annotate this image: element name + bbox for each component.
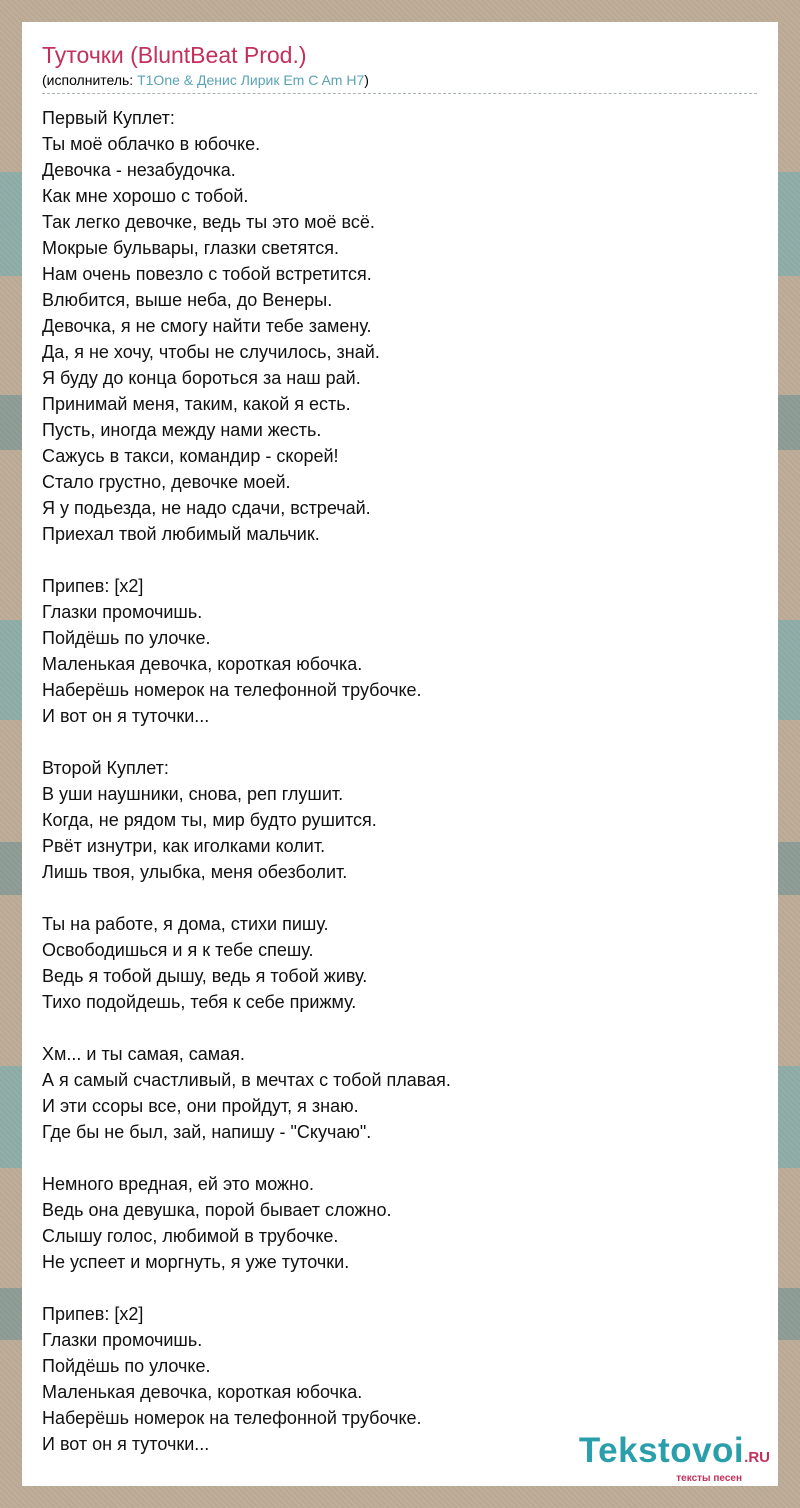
lyric-line: И эти ссоры все, они пройдут, я знаю.: [42, 1096, 359, 1116]
lyric-line: Как мне хорошо с тобой.: [42, 186, 249, 206]
lyric-line: Приехал твой любимый мальчик.: [42, 524, 320, 544]
lyric-line: Пусть, иногда между нами жесть.: [42, 420, 322, 440]
lyric-line: Маленькая девочка, короткая юбочка.: [42, 654, 363, 674]
lyric-line: Я буду до конца бороться за наш рай.: [42, 368, 361, 388]
logo-name: Tekstovoi: [578, 1431, 745, 1470]
lyric-line: Я у подьезда, не надо сдачи, встречай.: [42, 498, 371, 518]
lyric-line: Ведь я тобой дышу, ведь я тобой живу.: [42, 966, 368, 986]
artist-prefix: (исполнитель:: [42, 72, 138, 88]
lyric-line: Наберёшь номерок на телефонной трубочке.: [42, 680, 422, 700]
lyric-line: Ты моё облачко в юбочке.: [42, 134, 261, 154]
lyric-line: Освободишься и я к тебе спешу.: [42, 940, 314, 960]
lyric-line: В уши наушники, снова, реп глушит.: [42, 784, 344, 804]
lyrics-card: [22, 22, 778, 1486]
lyric-line: Тихо подойдешь, тебя к себе прижму.: [42, 992, 357, 1012]
lyric-line: Второй Куплет:: [42, 758, 169, 778]
stanza-break: [42, 885, 758, 911]
lyric-line: Когда, не рядом ты, мир будто рушится.: [42, 810, 377, 830]
logo-tagline: тексты песен: [676, 1473, 742, 1484]
lyric-line: Девочка, я не смогу найти тебе замену.: [42, 316, 372, 336]
lyric-line: Маленькая девочка, короткая юбочка.: [42, 1382, 363, 1402]
artist-suffix: ): [364, 72, 369, 88]
stanza-break: [42, 1015, 758, 1041]
lyric-line: Рвёт изнутри, как иголками колит.: [42, 836, 326, 856]
stanza-break: [42, 1275, 758, 1301]
lyric-line: Наберёшь номерок на телефонной трубочке.: [42, 1408, 422, 1428]
lyric-line: Нам очень повезло с тобой встретится.: [42, 264, 372, 284]
lyric-line: Стало грустно, девочке моей.: [42, 472, 291, 492]
lyric-line: И вот он я туточки...: [42, 1434, 210, 1454]
lyric-line: Ты на работе, я дома, стихи пишу.: [42, 914, 329, 934]
lyric-line: Пойдёшь по улочке.: [42, 1356, 211, 1376]
lyric-line: И вот он я туточки...: [42, 706, 210, 726]
lyrics-text: [42, 105, 758, 1457]
lyric-line: Сажусь в такси, командир - скорей!: [42, 446, 339, 466]
lyric-line: Влюбится, выше неба, до Венеры.: [42, 290, 333, 310]
site-logo[interactable]: [579, 1432, 770, 1484]
artist-link[interactable]: T1One & Денис Лирик Em C Am H7: [137, 72, 365, 88]
lyric-line: Первый Куплет:: [42, 108, 175, 128]
stanza-break: [42, 547, 758, 573]
lyric-line: Где бы не был, зай, напишу - "Скучаю".: [42, 1122, 372, 1142]
lyric-line: Принимай меня, таким, какой я есть.: [42, 394, 351, 414]
lyric-line: Припев: [x2]: [42, 1304, 144, 1324]
lyric-line: Глазки промочишь.: [42, 1330, 203, 1350]
lyric-line: Припев: [x2]: [42, 576, 144, 596]
lyric-line: Не успеет и моргнуть, я уже туточки.: [42, 1252, 350, 1272]
lyric-line: Лишь твоя, улыбка, меня обезболит.: [42, 862, 348, 882]
lyric-line: Немного вредная, ей это можно.: [42, 1174, 314, 1194]
lyric-line: Мокрые бульвары, глазки светятся.: [42, 238, 339, 258]
lyric-line: Пойдёшь по улочке.: [42, 628, 211, 648]
lyric-line: Хм... и ты самая, самая.: [42, 1044, 245, 1064]
lyric-line: Девочка - незабудочка.: [42, 160, 236, 180]
lyric-line: А я самый счастливый, в мечтах с тобой плавая.: [42, 1070, 451, 1090]
lyric-line: Слышу голос, любимой в трубочке.: [42, 1226, 339, 1246]
lyric-line: Так легко девочке, ведь ты это моё всё.: [42, 212, 375, 232]
song-title: Туточки (BluntBeat Prod.): [42, 42, 307, 68]
stanza-break: [42, 729, 758, 755]
stanza-break: [42, 1145, 758, 1171]
logo-wordmark: [579, 1432, 770, 1477]
lyric-line: Глазки промочишь.: [42, 602, 203, 622]
artist-line: [42, 71, 757, 94]
logo-tld: .RU: [744, 1449, 770, 1466]
lyric-line: Да, я не хочу, чтобы не случилось, знай.: [42, 342, 380, 362]
lyric-line: Ведь она девушка, порой бывает сложно.: [42, 1200, 392, 1220]
